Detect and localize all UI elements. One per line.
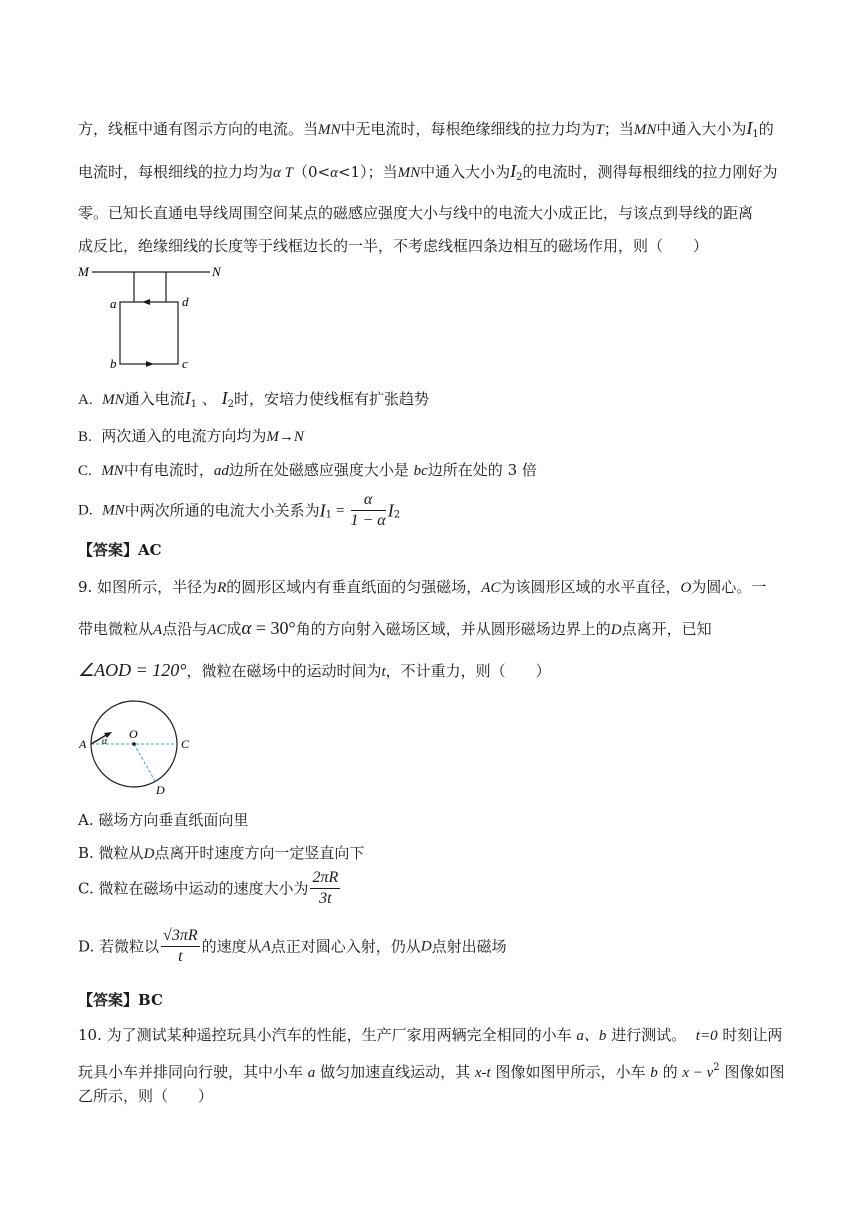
q8-answer: 【答案】AC (78, 541, 162, 559)
label-A: A (79, 737, 87, 751)
label-a: a (110, 296, 117, 311)
label-c: c (182, 356, 188, 371)
q10-stem-line1: 10. 为了测试某种遥控玩具小汽车的性能，生产厂家用两辆完全相同的小车 a、b 进行测试。 t=0 时刻让两 (78, 1026, 783, 1044)
q9-option-b: B. 微粒从D点离开时速度方向一定竖直向下 (78, 844, 365, 862)
arrow-left-top (142, 299, 150, 305)
label-D: D (156, 783, 165, 797)
fraction-sqrt3piR-t: $\frac{√3\pi R}{t}$ (163, 927, 198, 965)
q9-stem-line3: ∠AOD = 120°，微粒在磁场中的运动时间为t，不计重力，则（ ） (78, 660, 551, 680)
label-N: N (212, 264, 221, 279)
fraction-2piR-3t: $\frac{2\pi R}{3t}$ (312, 869, 339, 907)
q8-figure (76, 262, 226, 372)
label-b: b (110, 356, 117, 371)
q10-stem-line2: 玩具小车并排同向行驶，其中小车 a 做匀加速直线运动，其 x-t 图像如图甲所示，小车 b 的 $x - v^2$ 图像如图 (78, 1062, 785, 1081)
q10-stem-line3: 乙所示，则（ ） (78, 1087, 214, 1105)
q9-answer: 【答案】BC (78, 991, 163, 1009)
q8-stem-line1: 方，线框中通有图示方向的电流。当MN中无电流时，每根绝缘细线的拉力均为T；当MN中通入大小为$I_1$的 (78, 118, 774, 140)
q9-stem-line1: 9. 如图所示，半径为R的圆形区域内有垂直纸面的匀强磁场，AC为该圆形区域的水平直径，O为圆心。一 (78, 578, 767, 596)
label-O: O (129, 727, 138, 741)
radius-od (134, 744, 155, 781)
q8-option-b: B. 两次通入的电流方向均为M→N (78, 427, 304, 445)
q8-option-d: D. MN中两次所通的电流大小关系为$I_1$ = $\frac{\alpha}{1 - \alpha}$ $I_2$ (78, 491, 401, 529)
q9-option-a: A. 磁场方向垂直纸面向里 (78, 811, 249, 829)
arrow-right-bottom (146, 361, 154, 367)
q8-stem-line2: 电流时，每根细线的拉力均为α T（0<α<1）；当MN中通入大小为$I_2$的电流时，测得每根细线的拉力刚好为 (78, 161, 778, 183)
label-C: C (181, 737, 190, 751)
q9-option-c: C. 微粒在磁场中运动的速度大小为 $\frac{2\pi R}{3t}$ (78, 869, 339, 907)
q8-stem-line4: 成反比，绝缘细线的长度等于线框边长的一半，不考虑线框四条边相互的磁场作用，则（ ） (78, 237, 709, 255)
label-d: d (182, 294, 189, 309)
q8-option-a: A. MN通入电流$I_1$ 、 $I_2$时，安培力使线框有扩张趋势 (78, 388, 429, 410)
fraction-alpha: $\frac{\alpha}{1 - \alpha}$ (350, 491, 386, 529)
q9-stem-line2: 带电微粒从A点沿与AC成α = 30°角的方向射入磁场区域，并从圆形磁场边界上的D点离开，已知 (78, 618, 712, 639)
q9-figure (76, 700, 196, 800)
q8-stem-line3: 零。已知长直通电导线周围空间某点的磁感应强度大小与线中的电流大小成正比，与该点到导线的距离 (78, 204, 754, 222)
q8-option-c: C. MN中有电流时，ad边所在处磁感应强度大小是 bc边所在处的 3 倍 (78, 461, 537, 479)
label-M: M (78, 264, 89, 279)
label-alpha: α (102, 736, 108, 747)
q9-option-d: D. 若微粒以 $\frac{√3\pi R}{t}$ 的速度从A点正对圆心入射，仍从D点射出磁场 (78, 927, 507, 965)
